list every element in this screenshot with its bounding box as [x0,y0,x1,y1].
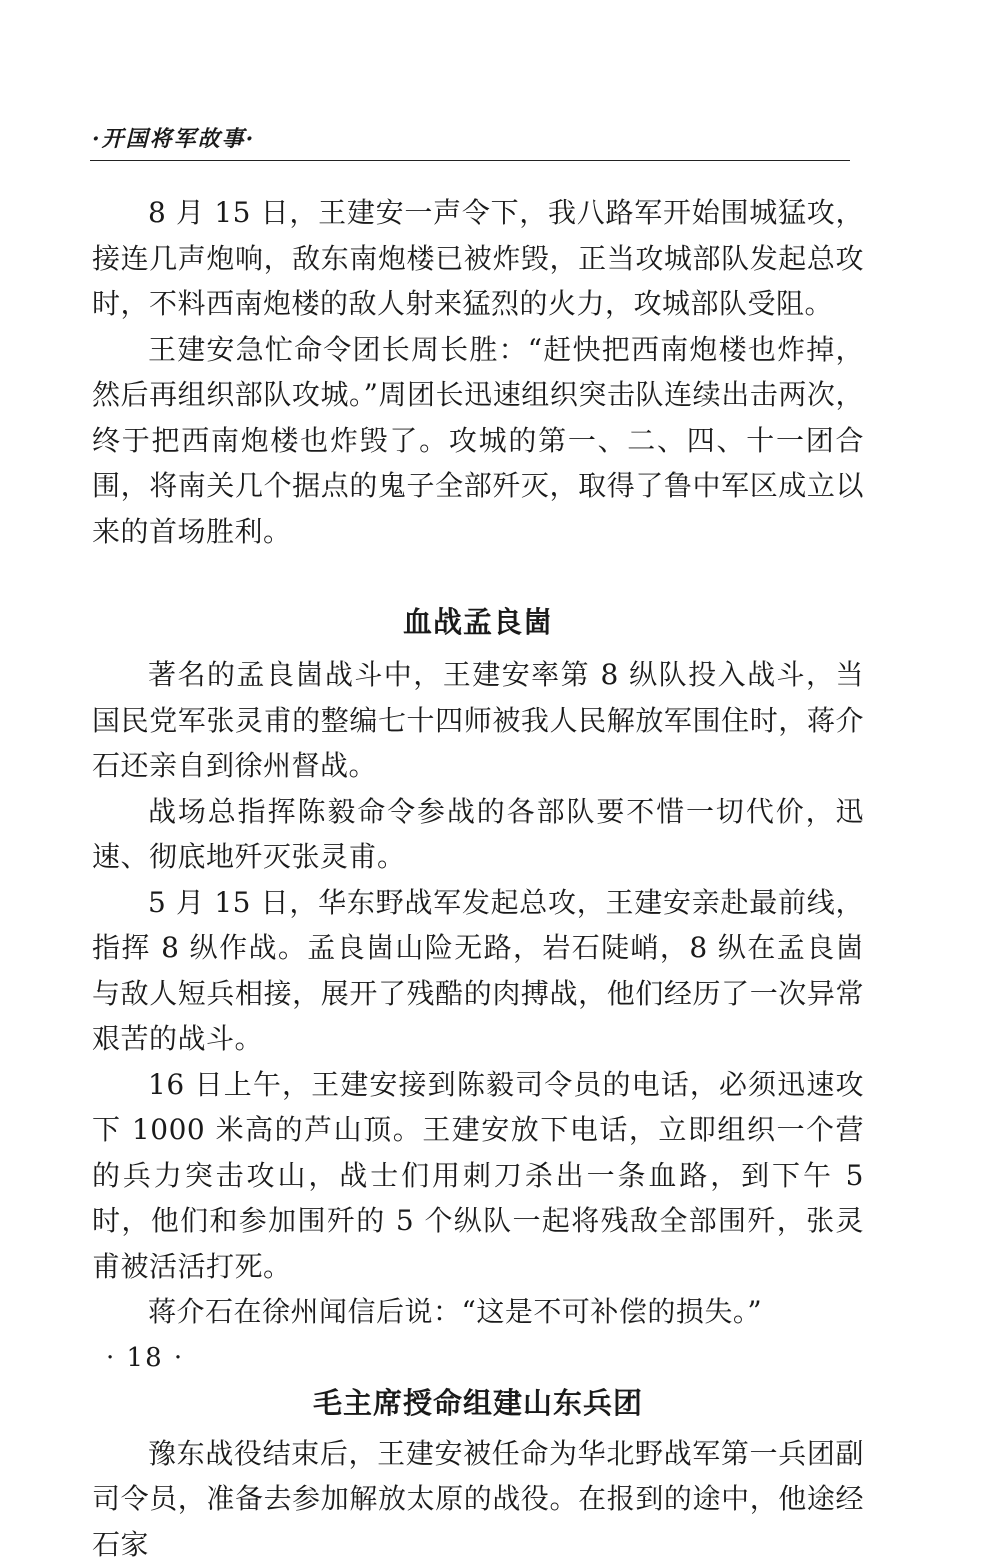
paragraph: 8 月 15 日，王建安一声令下，我八路军开始围城猛攻，接连几声炮响，敌东南炮楼已被炸毁，正当攻城部队发起总攻时，不料西南炮楼的敌人射来猛烈的火力，攻城部队受阻。 [92,190,864,327]
paragraph: 著名的孟良崮战斗中，王建安率第 8 纵队投入战斗，当国民党军张灵甫的整编七十四师被我人民解放军围住时，蒋介石还亲自到徐州督战。 [92,652,864,789]
paragraph: 王建安急忙命令团长周长胜：“赶快把西南炮楼也炸掉，然后再组织部队攻城。”周团长迅速组织突击队连续出击两次，终于把西南炮楼也炸毁了。攻城的第一、二、四、十一团合围，将南关几个据点的鬼子全部歼灭，取得了鲁中军区成立以来的首场胜利。 [92,327,864,555]
section-title: 血战孟良崮 [92,598,864,646]
page-number: · 18 · [106,1343,184,1373]
paragraph: 5 月 15 日，华东野战军发起总攻，王建安亲赴最前线，指挥 8 纵作战。孟良崮山险无路，岩石陡峭，8 纵在孟良崮与敌人短兵相接，展开了残酷的肉搏战，他们经历了一次异常艰苦的战斗。 [92,880,864,1062]
body-text [92,190,864,1567]
paragraph: 豫东战役结束后，王建安被任命为华北野战军第一兵团副司令员，准备去参加解放太原的战役。在报到的途中，他途经石家 [92,1431,864,1567]
running-header: ·开国将军故事· [92,122,255,153]
section-title: 毛主席授命组建山东兵团 [92,1379,864,1427]
paragraph: 蒋介石在徐州闻信后说：“这是不可补偿的损失。” [92,1289,864,1335]
paragraph: 16 日上午，王建安接到陈毅司令员的电话，必须迅速攻下 1000 米高的芦山顶。王建安放下电话，立即组织一个营的兵力突击攻山，战士们用刺刀杀出一条血路，到下午 5 时，他们和参加围歼的 5 个纵队一起将残敌全部围歼，张灵甫被活活打死。 [92,1062,864,1290]
header-rule [90,160,850,161]
paragraph: 战场总指挥陈毅命令参战的各部队要不惜一切代价，迅速、彻底地歼灭张灵甫。 [92,789,864,880]
